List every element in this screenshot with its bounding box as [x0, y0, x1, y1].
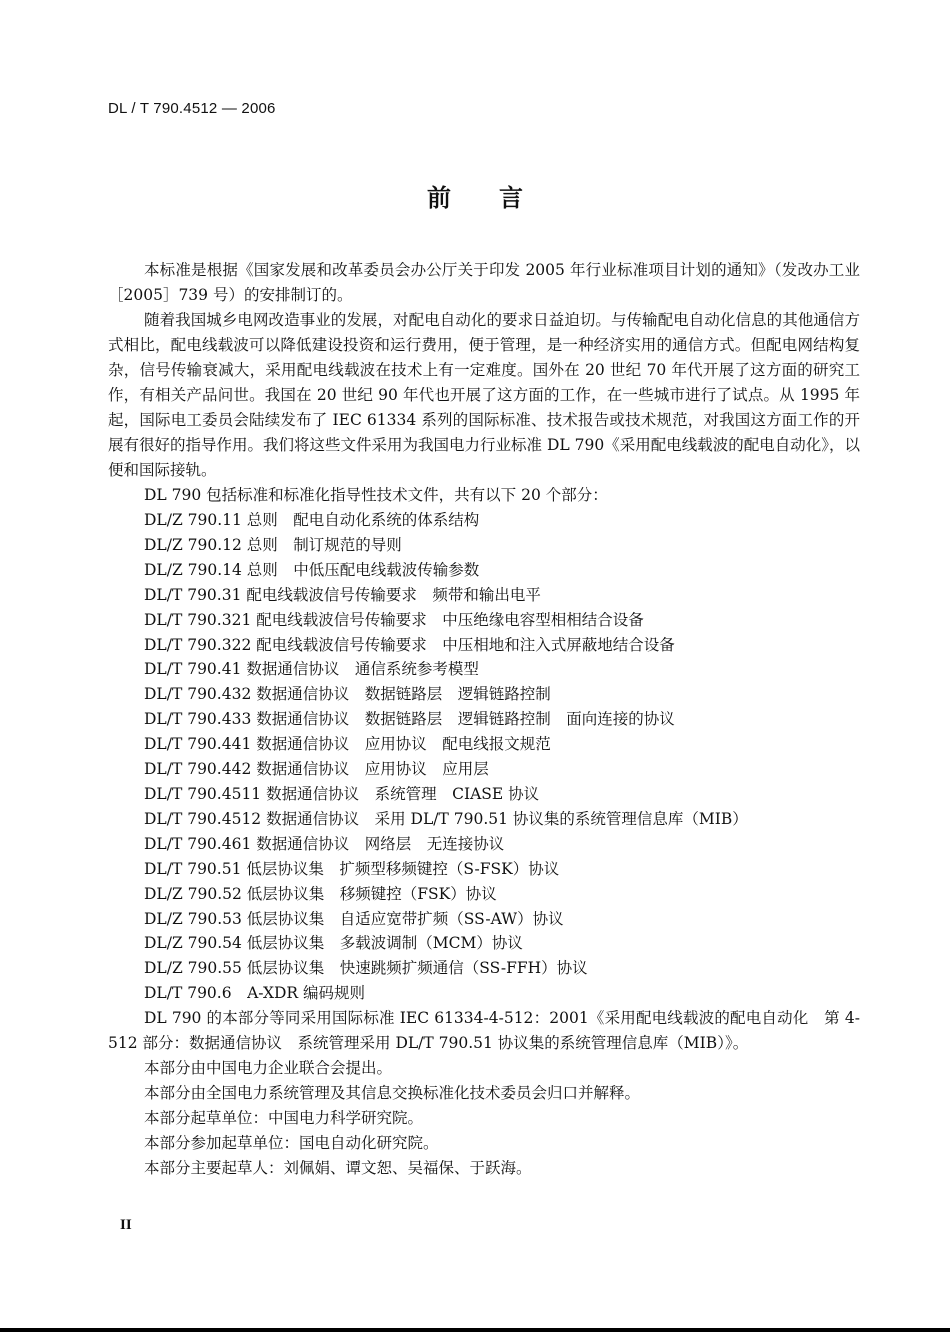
- page-title: 前言: [427, 184, 571, 212]
- list-item: DL/Z 790.12 总则 制订规范的导则: [144, 535, 402, 554]
- paragraph: 随着我国城乡电网改造事业的发展，对配电自动化的要求日益迫切。与传输配电自动化信息的其他通信方式相比，配电线载波可以降低建设投资和运行费用，便于管理，是一种经济实用的通信方式。但配电网结构复杂，信号传输衰减大，采用配电线载波在技术上有一定难度。国外在 20 世纪 70 年代开展了这方面的研究工作，有相关产品问世。我国在 20 世纪 90 年代也开展了这方面的工作，在一些城市进行了试点。从 1995 年起，国际电工委员会陆续发布了 IEC 61334 系列的国际标准、技术报告或技术规范，对我国这方面工作的开展有很好的指导作用。我们将这些文件采用为我国电力行业标准 DL 790《采用配电线载波的配电自动化》，以便和国际接轨。: [108, 311, 860, 479]
- bottom-divider: [0, 1328, 950, 1332]
- page-number: II: [120, 1217, 132, 1233]
- list-item: DL/Z 790.54 低层协议集 多载波调制（MCM）协议: [144, 934, 523, 953]
- list-item: DL/T 790.4512 数据通信协议 采用 DL/T 790.51 协议集的系统管理信息库（MIB）: [144, 809, 748, 828]
- parts-list: [108, 508, 860, 1006]
- list-item: DL/T 790.6 A-XDR 编码规则: [144, 984, 366, 1003]
- list-item: DL/T 790.432 数据通信协议 数据链路层 逻辑链路控制: [144, 685, 551, 704]
- list-item: DL/T 790.321 配电线载波信号传输要求 中压绝缘电容型相相结合设备: [144, 610, 644, 629]
- list-item: DL/T 790.442 数据通信协议 应用协议 应用层: [144, 760, 489, 779]
- list-item: DL/Z 790.11 总则 配电自动化系统的体系结构: [144, 511, 480, 529]
- list-item: DL/T 790.461 数据通信协议 网络层 无连接协议: [144, 834, 505, 853]
- paragraph: 本部分由中国电力企业联合会提出。: [144, 1059, 393, 1078]
- list-item: DL/T 790.322 配电线载波信号传输要求 中压相地和注入式屏蔽地结合设备: [144, 635, 675, 654]
- paragraph: 本部分起草单位：中国电力科学研究院。: [144, 1109, 424, 1128]
- list-item: DL/T 790.441 数据通信协议 应用协议 配电线报文规范: [144, 735, 551, 754]
- paragraph: 本标准是根据《国家发展和改革委员会办公厅关于印发 2005 年行业标准项目计划的通知》（发改办工业［2005］739 号）的安排制订的。: [108, 261, 860, 304]
- list-item: DL/T 790.31 配电线载波信号传输要求 频带和输出电平: [144, 585, 541, 604]
- paragraph: DL 790 的本部分等同采用国际标准 IEC 61334-4-512：2001《采用配电线载波的配电自动化 第 4-512 部分：数据通信协议 系统管理采用 DL/T 790.51 协议集的系统管理信息库（MIB）》。: [108, 1009, 860, 1053]
- standard-code: DL / T 790.4512 — 2006: [108, 100, 276, 117]
- list-item: DL/T 790.433 数据通信协议 数据链路层 逻辑链路控制 面向连接的协议: [144, 710, 675, 729]
- list-item: DL/T 790.4511 数据通信协议 系统管理 CIASE 协议: [144, 784, 540, 803]
- list-item: DL/Z 790.14 总则 中低压配电线载波传输参数: [144, 560, 480, 579]
- list-item: DL/Z 790.55 低层协议集 快速跳频扩频通信（SS-FFH）协议: [144, 959, 588, 978]
- paragraph: 本部分主要起草人：刘佩娟、谭文恕、吴福保、于跃海。: [144, 1159, 532, 1178]
- document-body: [108, 258, 860, 1181]
- paragraph: DL 790 包括标准和标准化指导性技术文件，共有以下 20 个部分：: [144, 486, 608, 504]
- paragraph: 本部分参加起草单位：国电自动化研究院。: [144, 1134, 439, 1153]
- list-item: DL/Z 790.53 低层协议集 自适应宽带扩频（SS-AW）协议: [144, 909, 564, 928]
- list-item: DL/Z 790.52 低层协议集 移频键控（FSK）协议: [144, 884, 497, 903]
- paragraph: 本部分由全国电力系统管理及其信息交换标准化技术委员会归口并解释。: [144, 1084, 641, 1103]
- list-item: DL/T 790.41 数据通信协议 通信系统参考模型: [144, 660, 479, 679]
- list-item: DL/T 790.51 低层协议集 扩频型移频键控（S-FSK）协议: [144, 859, 560, 878]
